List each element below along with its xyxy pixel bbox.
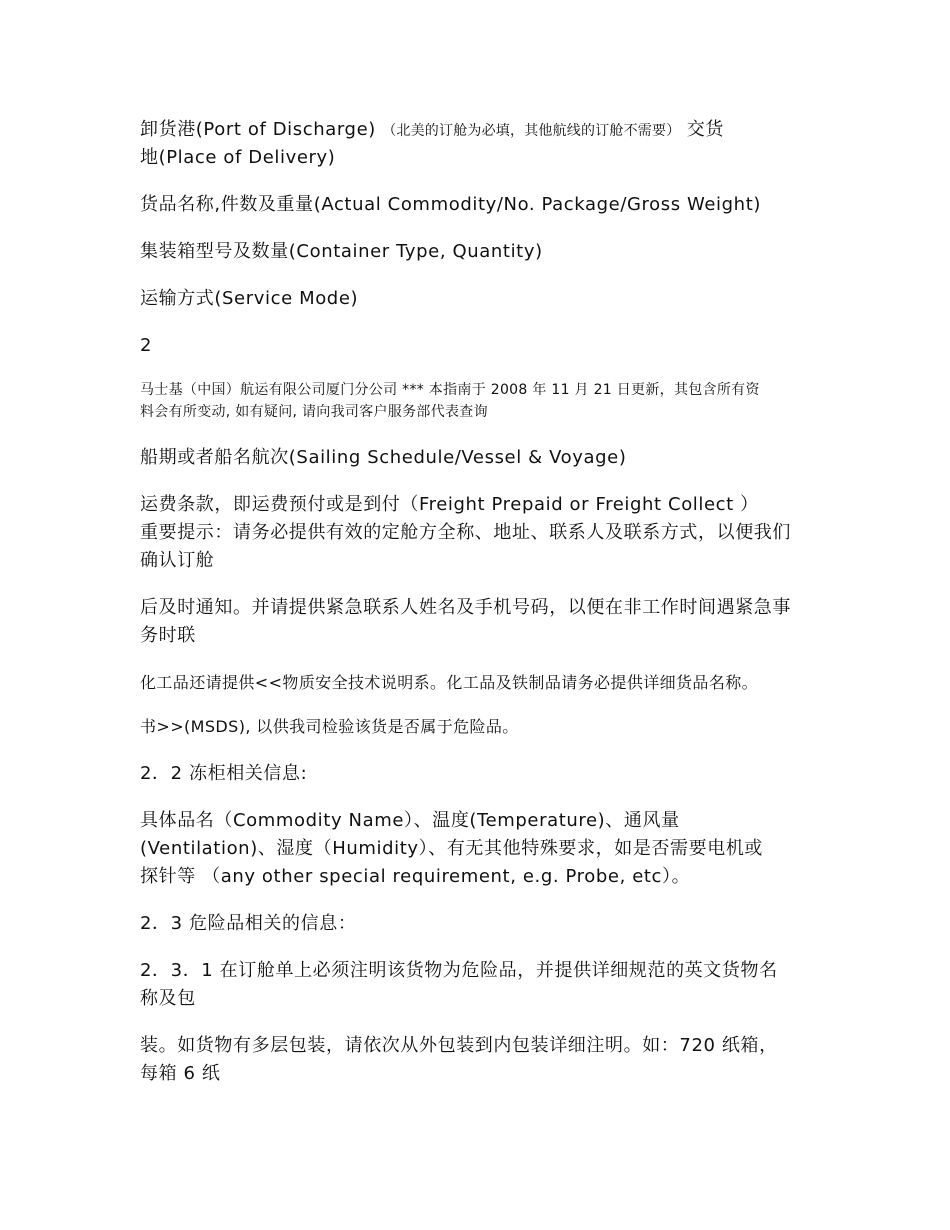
text-line-service-mode: 运输方式(Service Mode) <box>140 288 359 309</box>
text-line-chemicals: 化工品还请提供<<物质安全技术说明系。化工品及铁制品请务必提供详细货品名称。 <box>140 673 759 692</box>
text-line-important-notice: 确认订舱 <box>140 550 215 571</box>
text-line-port-of-discharge <box>140 116 724 145</box>
text-line-reefer-details: 探针等 （any other special requirement, e.g. Probe, etc）。 <box>140 866 691 887</box>
text-line-dangerous-goods: 2．3．1 在订舱单上必须注明该货物为危险品，并提供详细规范的英文货物名 <box>140 960 778 981</box>
text-line-dangerous-goods: 称及包 <box>140 988 196 1009</box>
text-line-place-of-delivery: 地(Place of Delivery) <box>140 147 336 168</box>
footer-note-line: 马士基（中国）航运有限公司厦门分公司 *** 本指南于 2008 年 11 月 21 日更新，其包含所有资 <box>140 382 760 398</box>
page-number: 2 <box>140 335 153 356</box>
text-line-msds: 书>>(MSDS), 以供我司检验该货是否属于危险品。 <box>140 717 519 736</box>
section-heading-dangerous-goods: 2．3 危险品相关的信息： <box>140 913 357 934</box>
text-line-contact: 务时联 <box>140 625 196 646</box>
footer-note-line: 料会有所变动, 如有疑问, 请向我司客户服务部代表查询 <box>140 404 488 420</box>
text-line-freight-terms: 运费条款，即运费预付或是到付（Freight Prepaid or Freight Collect ） <box>140 494 759 515</box>
text-line-packaging: 装。如货物有多层包装，请依次从外包装到内包装详细注明。如：720 纸箱， <box>140 1035 778 1056</box>
text-line-reefer-details: 具体品名（Commodity Name）、温度(Temperature)、通风量 <box>140 810 680 831</box>
text-span: 卸货港(Port of Discharge) <box>140 119 383 140</box>
text-span-note: （北美的订舱为必填，其他航线的订舱不需要） <box>382 123 681 139</box>
text-line-important-notice: 重要提示：请务必提供有效的定舱方全称、地址、联系人及联系方式，以便我们 <box>140 522 791 543</box>
text-line-reefer-details: (Ventilation)、湿度（Humidity）、有无其他特殊要求，如是否需要电机或 <box>140 838 764 859</box>
text-line-packaging: 每箱 6 纸 <box>140 1063 221 1084</box>
text-line-commodity: 货品名称,件数及重量(Actual Commodity/No. Package/Gross Weight) <box>140 194 761 215</box>
section-heading-reefer: 2．2 冻柜相关信息: <box>140 763 308 784</box>
text-line-container-type: 集装箱型号及数量(Container Type, Quantity) <box>140 241 543 262</box>
text-line-sailing-schedule: 船期或者船名航次(Sailing Schedule/Vessel & Voyage) <box>140 447 627 468</box>
text-span: 交货 <box>680 119 724 140</box>
text-line-contact: 后及时通知。并请提供紧急联系人姓名及手机号码，以便在非工作时间遇紧急事 <box>140 597 791 618</box>
